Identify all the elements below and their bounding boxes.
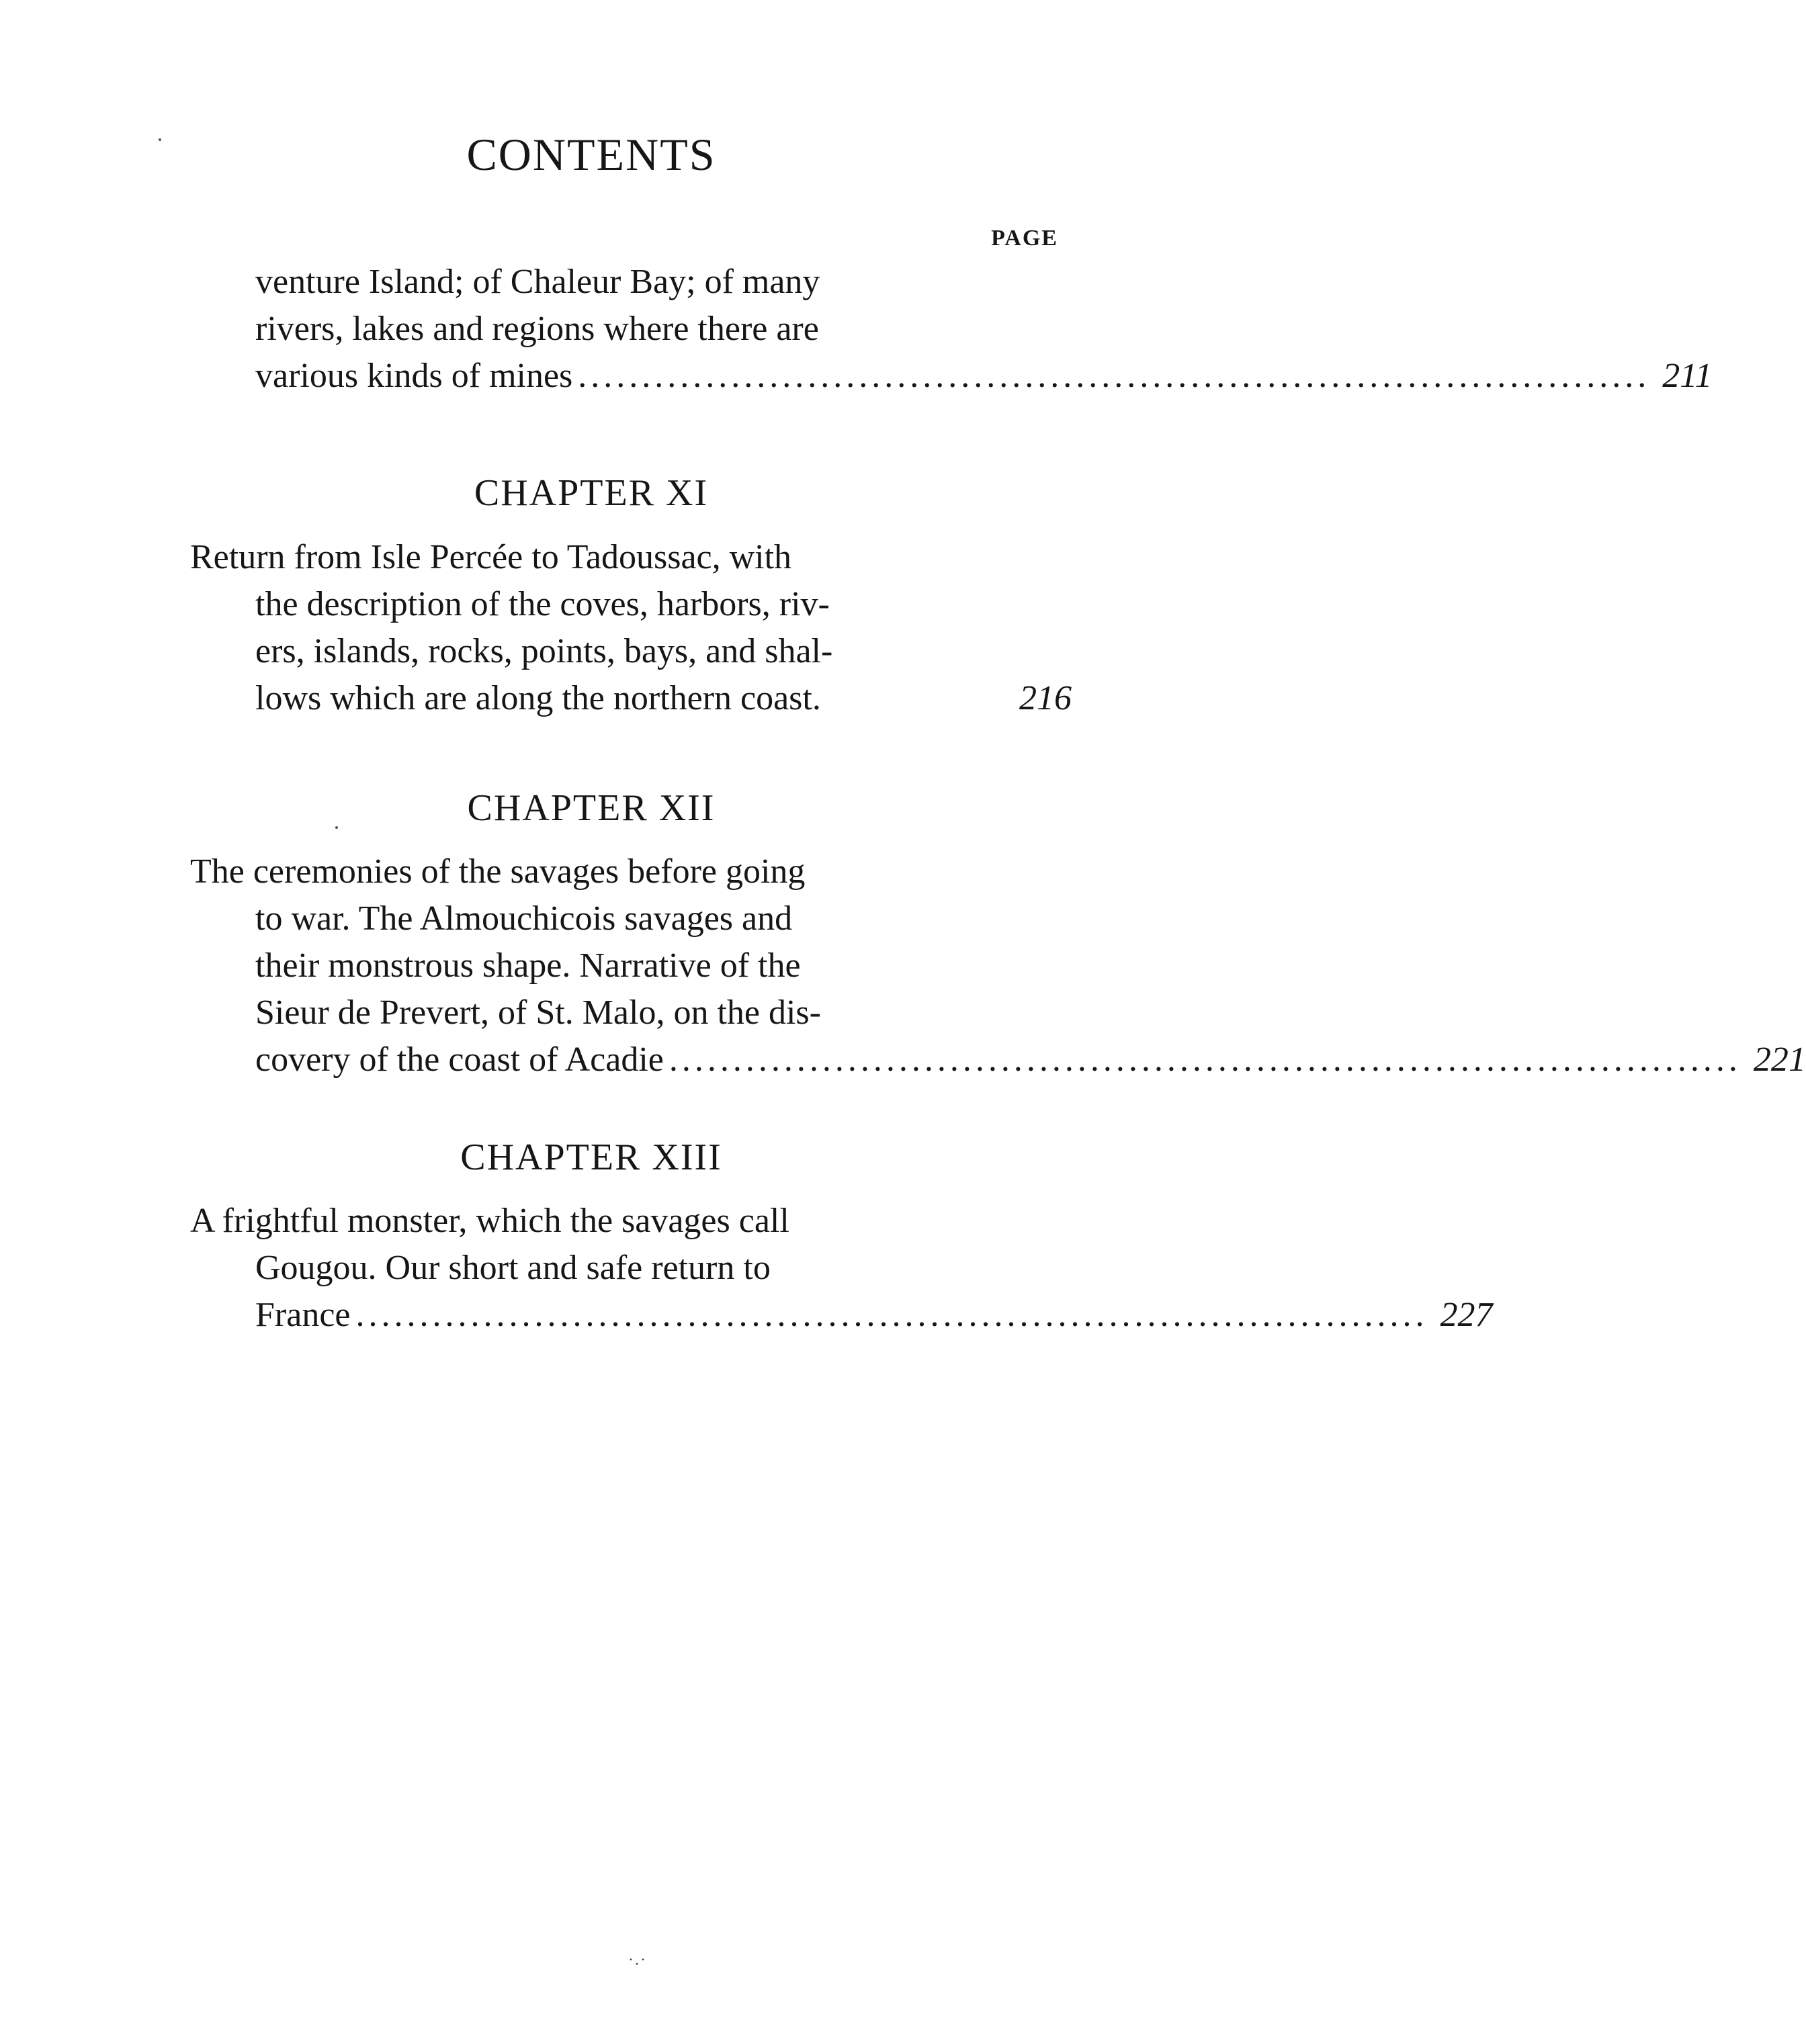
footer-mark: ·.· [628,1951,647,1969]
entry-line: Sieur de Prevert, of St. Malo, on the dis- [255,993,821,1032]
entry-line: France [255,1296,351,1334]
print-speck [335,826,338,829]
page-number: 227 [1440,1296,1493,1334]
dot-leader: .................................................................................... [669,1040,1742,1079]
page-number: 211 [1662,357,1713,395]
entry-line: Return from Isle Percée to Tadoussac, with [190,538,792,576]
running-head: CONTENTS [466,129,716,180]
chapter-heading: CHAPTER XI [474,472,709,514]
entry-page-line [0,675,1182,722]
entry-leader-line [0,1036,1806,1083]
chapter-heading: CHAPTER XII [467,787,716,829]
page-column-label: PAGE [991,226,1058,251]
dot-leader: .................................................................................... [578,357,1651,395]
entry-line: ers, islands, rocks, points, bays, and shal- [255,632,833,670]
entry-leader-line [0,1292,1493,1339]
chapter-heading: CHAPTER XIII [460,1137,722,1178]
page-number: 221 [1753,1040,1806,1079]
entry-line: covery of the coast of Acadie [255,1040,664,1079]
entry-line: Gougou. Our short and safe return to [255,1249,771,1287]
entry-line: venture Island; of Chaleur Bay; of many [255,263,820,301]
entry-line: lows which are along the northern coast. [255,679,821,717]
print-speck [159,138,161,141]
toc-entry-chapter-xiii[interactable] [0,1198,1493,1339]
entry-leader-line [0,353,1713,400]
page-number: 216 [1019,679,1072,717]
dot-leader: .................................................................................... [355,1296,1428,1334]
entry-line: rivers, lakes and regions where there are [255,310,819,348]
entry-line: the description of the coves, harbors, riv- [255,585,830,623]
entry-line: The ceremonies of the savages before going [190,852,806,891]
entry-line: to war. The Almouchicois savages and [255,899,793,938]
entry-line: A frightful monster, which the savages call [190,1202,789,1240]
toc-entry-chapter-xi[interactable] [0,534,1182,722]
entry-line: their monstrous shape. Narrative of the [255,946,801,985]
entry-line: various kinds of mines [255,357,573,395]
toc-entry-continued[interactable] [0,259,1713,400]
toc-entry-chapter-xii[interactable] [0,848,1806,1083]
